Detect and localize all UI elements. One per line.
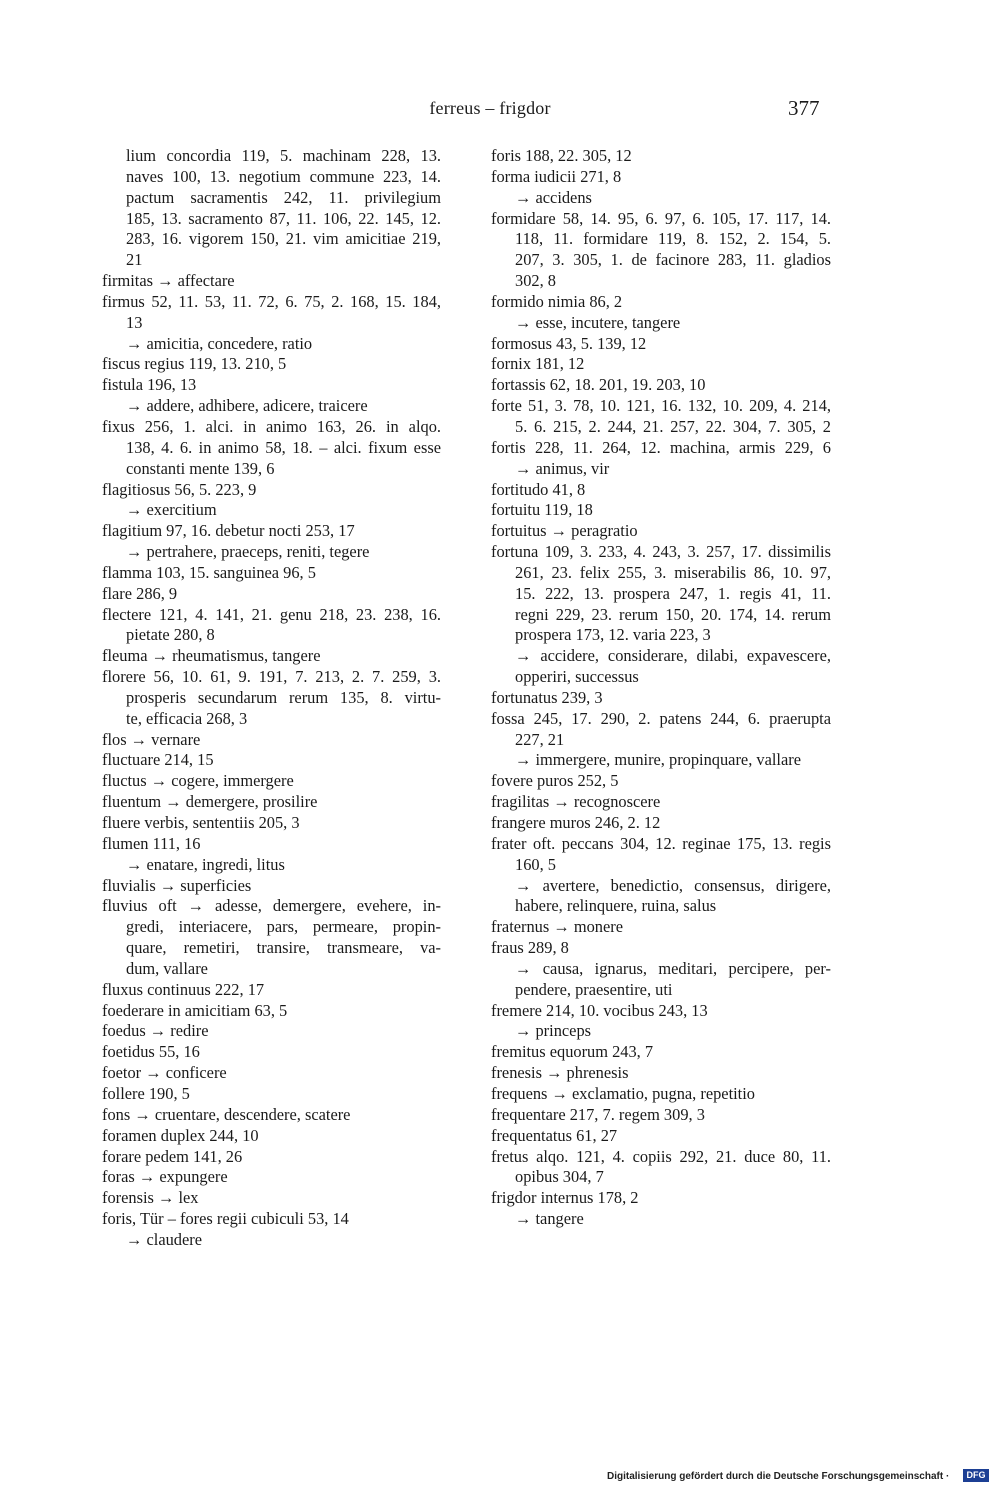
index-line: opperiri, successus	[515, 667, 639, 687]
index-line: foetidus 55, 16	[102, 1042, 200, 1062]
index-line: forma iudicii 271, 8	[491, 166, 622, 186]
index-line: fornix 181, 12	[491, 354, 585, 374]
index-line: → accidere, considerare, dilabi, expavescere,	[515, 646, 831, 666]
index-column-right	[491, 146, 831, 1230]
index-line: foras → expungere	[102, 1167, 228, 1187]
index-line: fortuna 109, 3. 233, 4. 243, 3. 257, 17. dissimilis	[491, 542, 831, 562]
index-line: fremitus equorum 243, 7	[491, 1042, 654, 1062]
index-line: habere, relinquere, ruina, salus	[515, 896, 717, 916]
index-line: pendere, praesentire, uti	[515, 979, 673, 999]
index-line: frangere muros 246, 2. 12	[491, 813, 661, 832]
index-line: fiscus regius 119, 13. 210, 5	[102, 354, 287, 374]
index-line: frequentare 217, 7. regem 309, 3	[491, 1104, 705, 1124]
index-line: frenesis → phrenesis	[491, 1063, 629, 1083]
index-line: fistula 196, 13	[102, 375, 197, 395]
index-line: naves 100, 13. negotium commune 223, 14.	[126, 166, 441, 186]
index-line: 21	[126, 250, 143, 270]
index-line: pactum sacramentis 242, 11. privilegium	[126, 187, 441, 207]
index-line: florere 56, 10. 61, 9. 191, 7. 213, 2. 7. 259, 3.	[102, 667, 441, 687]
index-line: 261, 23. felix 255, 3. miserabilis 86, 10. 97,	[515, 562, 831, 582]
index-line: 160, 5	[515, 854, 556, 874]
index-line: frater oft. peccans 304, 12. reginae 175, 13. regis	[491, 833, 831, 853]
index-line: fixus 256, 1. alci. in animo 163, 26. in alqo.	[102, 416, 441, 436]
index-line: → accidens	[515, 187, 592, 207]
index-line: → princeps	[515, 1021, 592, 1041]
index-line: formosus 43, 5. 139, 12	[491, 333, 647, 353]
index-line: 138, 4. 6. in animo 58, 18. – alci. fixum esse	[126, 437, 441, 457]
index-line: firmitas → affectare	[102, 271, 235, 291]
index-line: fluxus continuus 222, 17	[102, 979, 265, 999]
index-line: 15. 222, 13. prospera 247, 1. regis 41, 11.	[515, 583, 831, 603]
index-line: 185, 13. sacramento 87, 11. 106, 22. 145, 12.	[126, 208, 441, 228]
index-line: flagitiosus 56, 5. 223, 9	[102, 479, 257, 499]
index-line: foederare in amicitiam 63, 5	[102, 1000, 288, 1020]
index-line: forensis → lex	[102, 1188, 199, 1208]
index-line: → exercitium	[126, 500, 217, 520]
index-line: foramen duplex 244, 10	[102, 1125, 259, 1145]
index-line: fortunatus 239, 3	[491, 687, 603, 707]
index-line: formido nimia 86, 2	[491, 291, 623, 311]
index-line: fluvialis → superficies	[102, 875, 252, 895]
index-line: prosperis secundarum rerum 135, 8. virtu-	[126, 687, 441, 707]
index-line: constanti mente 139, 6	[126, 458, 275, 478]
index-line: forare pedem 141, 26	[102, 1146, 243, 1166]
page-number: 377	[788, 96, 820, 120]
index-line: fluere verbis, sententiis 205, 3	[102, 813, 300, 832]
index-line: 302, 8	[515, 271, 556, 291]
index-line: flectere 121, 4. 141, 21. genu 218, 23. 238, 16.	[102, 604, 441, 624]
index-line: fluentum → demergere, prosilire	[102, 792, 318, 812]
index-line: → addere, adhibere, adicere, traicere	[126, 396, 368, 416]
index-line: foris 188, 22. 305, 12	[491, 146, 632, 165]
index-line: flumen 111, 16	[102, 833, 201, 853]
index-line: fluctus → cogere, immergere	[102, 771, 294, 791]
index-line: foetor → conficere	[102, 1063, 227, 1083]
index-line: te, efficacia 268, 3	[126, 708, 248, 728]
index-line: → claudere	[126, 1229, 202, 1249]
index-line: frequentatus 61, 27	[491, 1125, 618, 1145]
index-line: → immergere, munire, propinquare, vallare	[515, 750, 801, 770]
index-line: → avertere, benedictio, consensus, dirigere,	[515, 875, 831, 895]
index-column-left	[102, 146, 441, 1251]
index-line: follere 190, 5	[102, 1083, 190, 1103]
index-line: fraus 289, 8	[491, 938, 569, 958]
index-line: → causa, ignarus, meditari, percipere, per-	[515, 958, 831, 978]
index-line: quare, remetiri, transire, transmeare, va-	[126, 938, 441, 958]
index-line: opibus 304, 7	[515, 1167, 604, 1187]
index-line: fortuitu 119, 18	[491, 500, 593, 520]
index-line: → esse, incutere, tangere	[515, 312, 681, 332]
dfg-logo: DFG	[963, 1469, 989, 1482]
index-line: frigdor internus 178, 2	[491, 1188, 639, 1208]
index-line: fraternus → monere	[491, 917, 623, 937]
index-line: gredi, interiacere, pars, permeare, propin-	[126, 917, 441, 937]
index-line: regni 229, 23. rerum 150, 20. 174, 14. rerum	[515, 604, 831, 624]
index-line: prospera 173, 12. varia 223, 3	[515, 625, 711, 645]
index-line: flare 286, 9	[102, 583, 178, 603]
index-line: flamma 103, 15. sanguinea 96, 5	[102, 562, 316, 582]
index-line: fortuitus → peragratio	[491, 521, 638, 541]
index-line: 283, 16. vigorem 150, 21. vim amicitiae 219,	[126, 229, 441, 249]
index-line: frequens → exclamatio, pugna, repetitio	[491, 1083, 755, 1103]
index-line: → pertrahere, praeceps, reniti, tegere	[126, 542, 370, 562]
index-line: fons → cruentare, descendere, scatere	[102, 1104, 351, 1124]
index-line: → animus, vir	[515, 458, 610, 478]
index-line: forte 51, 3. 78, 10. 121, 16. 132, 10. 209, 4. 214,	[491, 396, 831, 416]
index-line: lium concordia 119, 5. machinam 228, 13.	[126, 146, 441, 165]
index-line: → tangere	[515, 1209, 584, 1229]
index-line: fossa 245, 17. 290, 2. patens 244, 6. praerupta	[491, 708, 831, 728]
index-line: flos → vernare	[102, 729, 201, 749]
digitization-credit: Digitalisierung gefördert durch die Deutsche Forschungsgemeinschaft ·	[607, 1471, 950, 1482]
index-line: fremere 214, 10. vocibus 243, 13	[491, 1000, 708, 1020]
index-line: → amicitia, concedere, ratio	[126, 333, 313, 353]
index-line: fortitudo 41, 8	[491, 479, 586, 499]
running-title: ferreus – frigdor	[429, 98, 551, 118]
index-line: 227, 21	[515, 729, 565, 749]
index-line: dum, vallare	[126, 958, 208, 978]
index-line: pietate 280, 8	[126, 625, 215, 645]
index-line: fragilitas → recognoscere	[491, 792, 661, 812]
index-line: fleuma → rheumatismus, tangere	[102, 646, 321, 666]
index-line: firmus 52, 11. 53, 11. 72, 6. 75, 2. 168, 15. 184,	[102, 291, 441, 311]
index-line: 13	[126, 312, 143, 332]
index-line: fovere puros 252, 5	[491, 771, 619, 791]
index-line: fortis 228, 11. 264, 12. machina, armis 229, 6	[491, 437, 831, 457]
index-line: 5. 6. 215, 2. 244, 21. 257, 22. 304, 7. 305, 2	[515, 416, 831, 436]
index-line: fluvius oft → adesse, demergere, evehere, in-	[102, 896, 441, 916]
index-line: 207, 3. 305, 1. de facinore 283, 11. gladios	[515, 250, 831, 270]
index-line: fortassis 62, 18. 201, 19. 203, 10	[491, 375, 706, 395]
index-line: 118, 11. formidare 119, 8. 152, 2. 154, 5.	[515, 229, 831, 249]
index-line: fretus alqo. 121, 4. copiis 292, 21. duce 80, 11.	[491, 1146, 831, 1166]
index-line: fluctuare 214, 15	[102, 750, 214, 770]
index-line: formidare 58, 14. 95, 6. 97, 6. 105, 17. 117, 14.	[491, 208, 831, 228]
index-line: → enatare, ingredi, litus	[126, 854, 285, 874]
index-line: foedus → redire	[102, 1021, 209, 1041]
index-line: flagitium 97, 16. debetur nocti 253, 17	[102, 521, 355, 541]
index-line: foris, Tür – fores regii cubiculi 53, 14	[102, 1209, 349, 1229]
